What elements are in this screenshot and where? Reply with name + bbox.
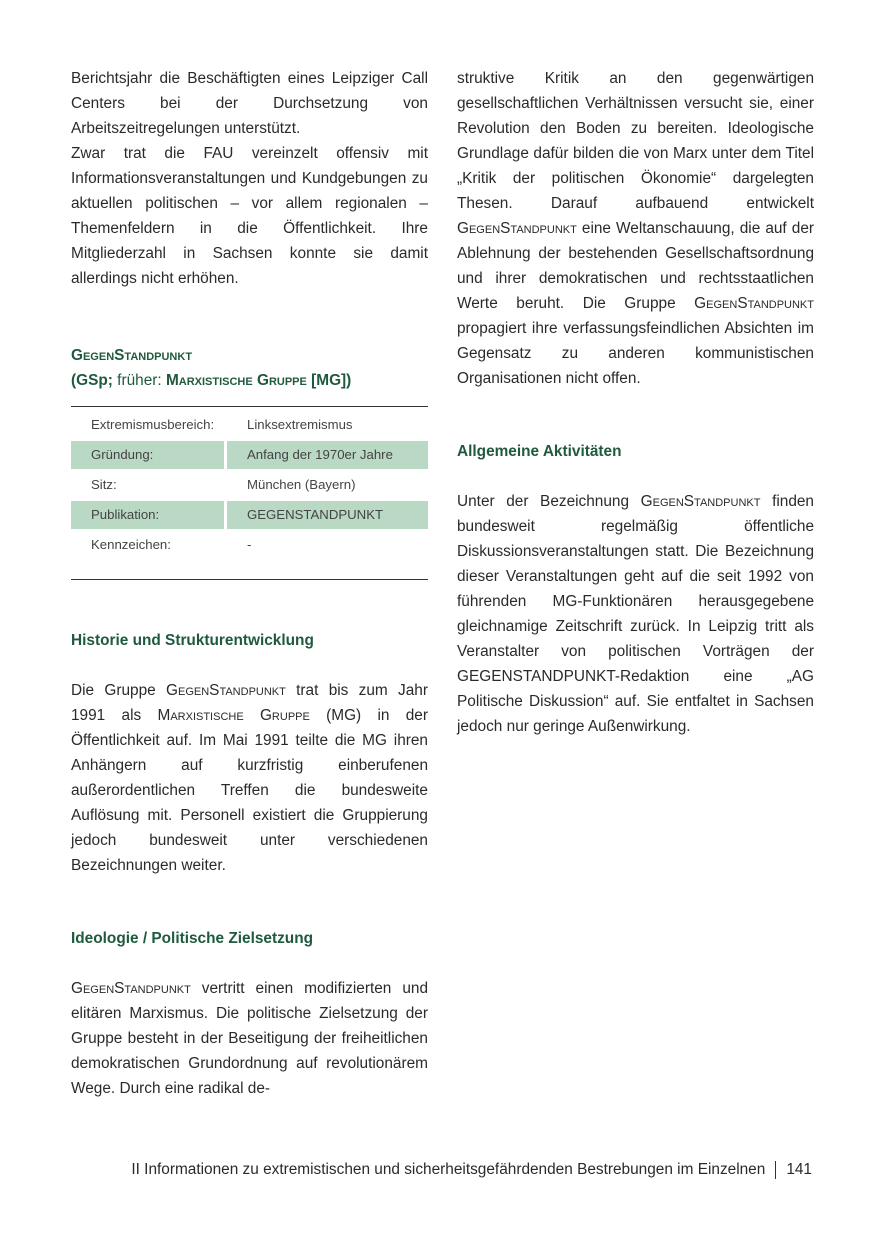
org-name-run: GegenStandpunkt <box>166 682 286 699</box>
ideologie-paragraph <box>71 976 428 1101</box>
text-run: vertritt einen modifizierten und elitären Marxismus. Die politische Zielsetzung der Gruppe besteht in der Beseitigung der freiheitlichen demokratischen Grundordnung auf revolutionärem Wege. Durch eine radikal de- <box>71 980 429 1097</box>
intro-paragraph-2: Zwar trat die FAU vereinzelt offensiv mit Informationsveranstaltungen und Kundgebungen zu aktuellen politischen – vor allem regionalen – Themenfeldern in die Öffentlichkeit. Ihre Mitgliederzahl in Sachsen konnte sie damit allerdings nicht erhöhen. <box>71 145 428 287</box>
org-name-run: GegenStandpunkt <box>457 220 577 237</box>
table-value: Linksextremismus <box>247 417 353 432</box>
footer-divider <box>775 1161 776 1179</box>
text-run: trat bis zum Jahr 1991 als <box>71 682 428 724</box>
table-row <box>71 471 428 499</box>
organization-name: GegenStandpunkt <box>71 347 193 364</box>
text-run: Unter der Bezeichnung <box>457 493 630 510</box>
table-row <box>71 441 428 469</box>
organization-info-table <box>71 406 428 580</box>
organization-title <box>71 343 428 393</box>
footer-chapter-title: II Informationen zu extremistischen und sicherheitsgefährdenden Bestrebungen im Einzelnen <box>131 1161 766 1178</box>
table-row <box>71 411 428 439</box>
intro-paragraph-1: Berichtsjahr die Beschäftigten eines Leipziger Call Centers bei der Durchsetzung von Arbeitszeitregelungen unterstützt. <box>71 70 428 137</box>
text-run: Die Gruppe <box>71 682 156 699</box>
table-value: GEGENSTANDPUNKT <box>227 501 428 529</box>
org-name-run: GegenStandpunkt <box>694 295 814 312</box>
ideologie-heading: Ideologie / Politische Zielsetzung <box>71 930 314 947</box>
table-row <box>71 501 428 529</box>
table-label: Sitz: <box>91 477 117 492</box>
historie-heading: Historie und Strukturentwicklung <box>71 632 314 649</box>
table-label: Publikation: <box>71 501 224 529</box>
org-name-run: GegenStandpunkt <box>71 980 191 997</box>
org-name-run: Marxistische Gruppe <box>157 707 310 724</box>
organization-abbrev: (GSp; <box>71 372 113 389</box>
text-run: eine Weltanschauung, die auf der Ablehnung der bestehenden Gesellschaftsordnung und ihrer demokratischen und rechtsstaatlichen Werte beruht. Die Gruppe <box>457 220 815 312</box>
page-footer <box>131 1161 812 1179</box>
text-run: struktive Kritik an den gegenwärtigen gesellschaftlichen Verhältnissen versucht sie, einer Revolution den Boden zu bereiten. Ideologische Grundlage dafür bilden die von Marx unter dem Titel „Kritik der politischen Ökonomie“ dargelegten Thesen. Darauf aufbauend entwickelt <box>457 70 814 212</box>
right-column <box>457 66 814 739</box>
aktivitaeten-paragraph <box>457 489 814 739</box>
table-row <box>71 531 428 559</box>
former-label: früher: <box>117 372 162 389</box>
table-label: Kennzeichen: <box>91 537 171 552</box>
table-value: Anfang der 1970er Jahre <box>227 441 428 469</box>
table-value: München (Bayern) <box>247 477 356 492</box>
table-label: Gründung: <box>71 441 224 469</box>
page-number: 141 <box>786 1161 812 1178</box>
text-run: finden bundesweit regelmäßig öffentliche Diskussionsveranstaltungen statt. Die Bezeichnung dieser Veranstaltungen geht auf die seit 1992 von führenden MG-Funktionären herausgegebene gleichnamige Zeitschrift zurück. In Leipzig tritt als Veranstalter von politischen Vorträgen der GEGENSTANDPUNKT-Redaktion eine „AG Politische Diskussion“ auf. Sie entfaltet in Sachsen jedoch nur geringe Außenwirkung. <box>457 493 814 735</box>
text-run: (MG) in der Öffentlichkeit auf. Im Mai 1991 teilte die MG ihren Anhängern auf kurzfristig einberufenen außerordentlichen Treffen die bundesweite Auflösung mit. Personell existiert die Gruppierung jedoch bundesweit unter verschiedenen Bezeichnungen weiter. <box>71 707 428 874</box>
ideologie-continued-paragraph <box>457 66 814 391</box>
text-run: propagiert ihre verfassungsfeindlichen Absichten im Gegensatz zu anderen kommunistischen Organisationen nicht offen. <box>457 320 814 387</box>
org-name-run: GegenStandpunkt <box>640 493 761 510</box>
former-name: Marxistische Gruppe [MG]) <box>165 372 352 389</box>
aktivitaeten-heading: Allgemeine Aktivitäten <box>457 443 622 460</box>
table-label: Extremismusbereich: <box>91 417 215 432</box>
historie-paragraph <box>71 678 428 878</box>
table-value: - <box>247 537 252 552</box>
left-column <box>71 66 428 1101</box>
